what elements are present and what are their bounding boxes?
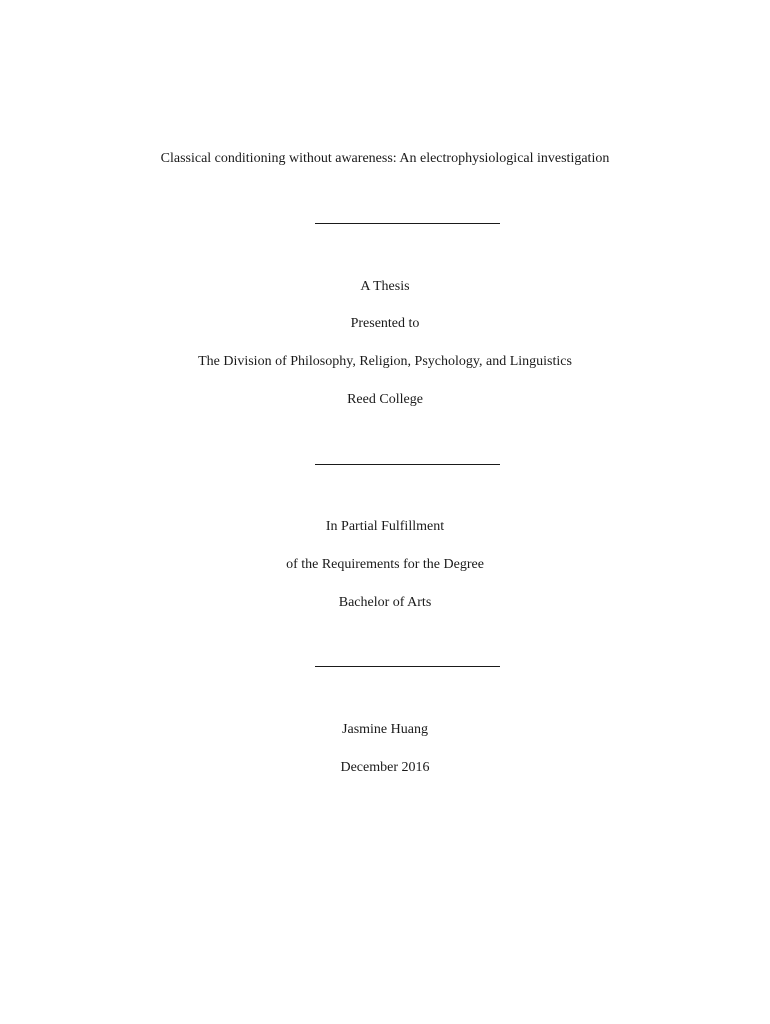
divider-rule-1 xyxy=(315,223,500,224)
submission-date: December 2016 xyxy=(340,760,430,775)
requirements-line: of the Requirements for the Degree xyxy=(286,557,484,572)
divider-rule-3 xyxy=(315,666,500,667)
presented-to: Presented to xyxy=(350,316,420,331)
degree-name: Bachelor of Arts xyxy=(338,595,432,610)
thesis-title: Classical conditioning without awareness: An electrophysiological investigation xyxy=(160,151,610,166)
fulfillment-line: In Partial Fulfillment xyxy=(325,519,445,534)
college-name: Reed College xyxy=(347,392,423,407)
thesis-label: A Thesis xyxy=(360,279,410,294)
division-name: The Division of Philosophy, Religion, Psychology, and Linguistics xyxy=(198,354,572,369)
divider-rule-2 xyxy=(315,464,500,465)
author-name: Jasmine Huang xyxy=(342,722,428,737)
